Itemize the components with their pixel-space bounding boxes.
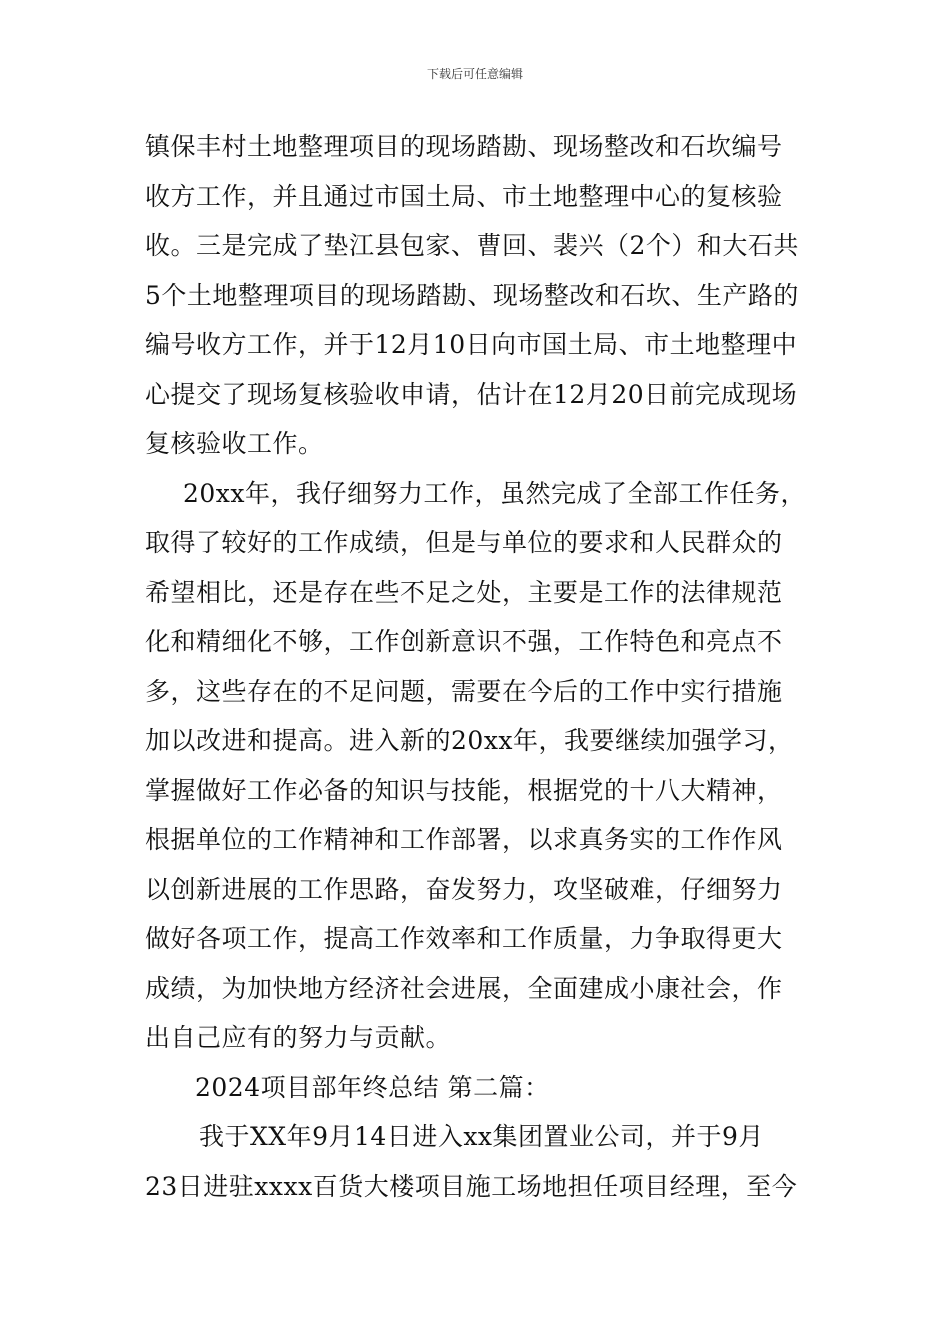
page-header: 下载后可任意编辑 xyxy=(426,67,523,81)
text-line: 心提交了现场复核验收申请，估计在12月20日前完成现场 xyxy=(145,379,798,409)
paragraph-start-line: 20xx年，我仔细努力工作，虽然完成了全部工作任务， xyxy=(183,478,807,508)
text-line: 希望相比，还是存在些不足之处，主要是工作的法律规范 xyxy=(145,577,783,607)
text-line: 多，这些存在的不足问题，需要在今后的工作中实行措施 xyxy=(145,676,783,706)
text-line: 5个土地整理项目的现场踏勘、现场整改和石坎、生产路的 xyxy=(145,280,799,310)
text-line: 复核验收工作。 xyxy=(145,429,324,458)
text-line: 成绩，为加快地方经济社会进展，全面建成小康社会，作 xyxy=(145,973,783,1003)
text-line: 收方工作，并且通过市国土局、市土地整理中心的复核验 xyxy=(145,181,783,211)
text-line: 做好各项工作，提高工作效率和工作质量，力争取得更大 xyxy=(145,924,783,953)
text-line: 根据单位的工作精神和工作部署，以求真务实的工作作风 xyxy=(145,825,783,854)
text-line: 加以改进和提高。进入新的20xx年，我要继续加强学习， xyxy=(145,726,794,755)
text-line: 镇保丰村土地整理项目的现场踏勘、现场整改和石坎编号 xyxy=(145,132,783,161)
text-line: 掌握做好工作必备的知识与技能，根据党的十八大精神， xyxy=(145,775,783,805)
text-line: 收。三是完成了垫江县包家、曹回、裴兴（2个）和大石共 xyxy=(145,231,799,260)
text-line: 取得了较好的工作成绩，但是与单位的要求和人民群众的 xyxy=(145,528,783,557)
document-body xyxy=(145,122,825,1211)
text-line: 编号收方工作，并于12月10日向市国土局、市土地整理中 xyxy=(145,330,798,359)
text-line: 以创新进展的工作思路，奋发努力，攻坚破难，仔细努力 xyxy=(145,874,783,904)
section-heading: 2024项目部年终总结 第二篇： xyxy=(195,1072,550,1102)
text-line: 23日进驻xxxx百货大楼项目施工场地担任项目经理，至今 xyxy=(145,1171,798,1201)
paragraph-start-line: 我于XX年9月14日进入xx集团置业公司，并于9月 xyxy=(199,1122,764,1151)
text-line: 出自己应有的努力与贡献。 xyxy=(145,1023,452,1052)
text-line: 化和精细化不够，工作创新意识不强，工作特色和亮点不 xyxy=(145,627,783,656)
